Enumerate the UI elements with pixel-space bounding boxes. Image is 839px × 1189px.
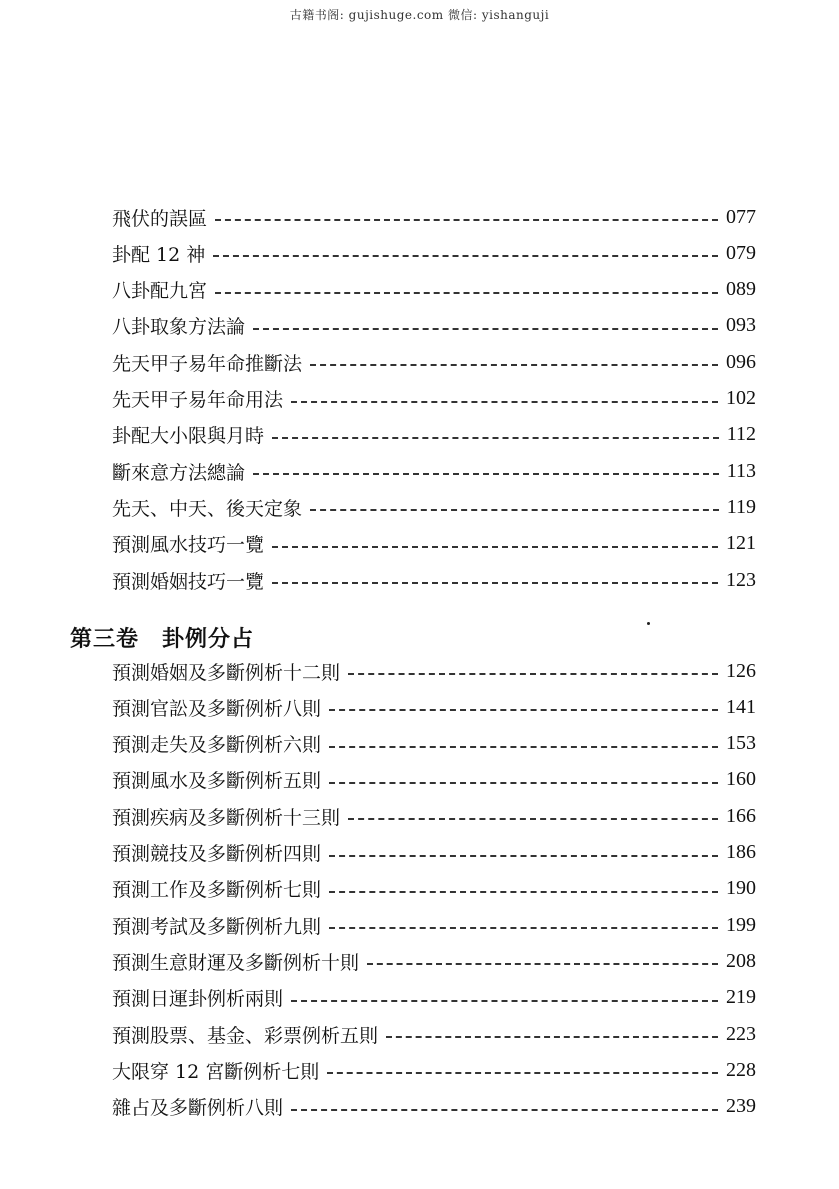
toc-entry-page-number: 228 xyxy=(726,1058,756,1081)
dot-leader xyxy=(310,509,719,511)
toc-entry[interactable] xyxy=(112,838,756,868)
dot-leader xyxy=(253,328,718,330)
toc-entry-page-number: 190 xyxy=(726,877,756,900)
toc-entry[interactable] xyxy=(112,529,756,559)
toc-entry-title: 預測競技及多斷例析四則 xyxy=(112,843,322,865)
toc-entry-title: 預測走失及多斷例析六則 xyxy=(112,734,322,757)
toc-entry-title: 預測工作及多斷例析七則 xyxy=(112,879,322,902)
toc-entry-page-number: 113 xyxy=(726,459,756,482)
toc-entry-title: 預測風水技巧一覽 xyxy=(112,534,265,557)
dot-leader xyxy=(272,546,718,548)
dot-leader xyxy=(327,1072,718,1074)
toc-entry-title: 雜占及多斷例析八則 xyxy=(112,1097,284,1120)
toc-entry-page-number: 239 xyxy=(726,1095,756,1118)
toc-entry[interactable] xyxy=(112,874,756,904)
toc-entry-page-number: 089 xyxy=(726,278,756,301)
toc-entry-page-number: 093 xyxy=(726,314,756,337)
toc-entry-page-number: 219 xyxy=(726,986,756,1009)
toc-entry[interactable] xyxy=(112,565,756,595)
section-heading: 第三卷 卦例分占 xyxy=(70,627,255,652)
toc-entry-title: 預測婚姻技巧一覽 xyxy=(112,570,265,593)
toc-entry-title: 預測考試及多斷例析九則 xyxy=(112,915,322,938)
toc-entry[interactable] xyxy=(112,202,756,232)
toc-entry-title: 預測疾病及多斷例析十三則 xyxy=(112,806,341,829)
toc-entry-title: 先天甲子易年命推斷法 xyxy=(112,352,303,375)
dot-leader xyxy=(329,709,718,711)
dot-leader xyxy=(215,292,718,294)
dot-leader xyxy=(367,963,718,965)
toc-entry-page-number: 121 xyxy=(726,532,756,555)
toc-entry-page-number: 166 xyxy=(726,804,756,827)
toc-entry[interactable] xyxy=(112,910,756,940)
dot-leader xyxy=(213,255,718,257)
toc-entry-title: 八卦取象方法論 xyxy=(112,316,246,339)
toc-entry[interactable] xyxy=(112,456,756,486)
toc-entry-page-number: 079 xyxy=(726,241,756,264)
toc-entry-page-number: 141 xyxy=(726,695,756,718)
toc-entry[interactable] xyxy=(112,347,756,377)
toc-entry[interactable] xyxy=(112,420,756,450)
toc-entry-page-number: 153 xyxy=(726,732,756,755)
toc-entry-title: 預測官訟及多斷例析八則 xyxy=(112,697,322,720)
toc-entry[interactable] xyxy=(112,692,756,722)
dot-leader xyxy=(348,818,718,820)
toc-entry-title: 預測生意財運及多斷例析十則 xyxy=(112,951,360,974)
toc-entry-title: 飛伏的誤區 xyxy=(112,207,208,230)
toc-entry-title: 先天、中天、後天定象 xyxy=(112,497,303,520)
toc-entry[interactable] xyxy=(112,983,756,1013)
toc-entry-title: 預測股票、基金、彩票例析五則 xyxy=(112,1024,379,1047)
toc-entry-page-number: 096 xyxy=(726,350,756,373)
toc-entry[interactable] xyxy=(112,1092,756,1122)
dot-leader xyxy=(329,855,718,857)
dot-leader xyxy=(329,782,718,784)
dot-leader xyxy=(291,1000,718,1002)
toc-entry[interactable] xyxy=(112,765,756,795)
dot-leader xyxy=(329,891,718,893)
toc-entry-title: 先天甲子易年命用法 xyxy=(112,389,284,411)
toc-entry[interactable] xyxy=(112,384,756,414)
dot-leader xyxy=(291,401,718,403)
toc-entry-title: 卦配 12 神 xyxy=(112,243,206,266)
speck-mark xyxy=(647,622,650,625)
dot-leader xyxy=(272,437,719,439)
toc-entry-title: 八卦配九宮 xyxy=(112,280,208,303)
dot-leader xyxy=(253,473,719,475)
toc-entry-page-number: 186 xyxy=(726,841,756,863)
toc-entry-title: 預測婚姻及多斷例析十二則 xyxy=(112,661,341,684)
toc-entry[interactable] xyxy=(112,311,756,341)
toc-entry[interactable] xyxy=(112,492,756,522)
toc-entry-page-number: 126 xyxy=(726,659,756,682)
dot-leader xyxy=(329,746,718,748)
dot-leader xyxy=(291,1109,718,1111)
toc-entry-title: 大限穿 12 宮斷例析七則 xyxy=(112,1060,320,1083)
dot-leader xyxy=(215,219,718,221)
toc-entry[interactable] xyxy=(112,656,756,686)
toc-entry-page-number: 112 xyxy=(726,423,756,446)
dot-leader xyxy=(272,582,718,584)
dot-leader xyxy=(386,1036,718,1038)
toc-entry[interactable] xyxy=(112,1019,756,1049)
toc-entry-title: 預測日運卦例析兩則 xyxy=(112,988,284,1011)
toc-entry[interactable] xyxy=(112,729,756,759)
toc-entry-page-number: 119 xyxy=(726,495,756,518)
toc-entry[interactable] xyxy=(112,1055,756,1085)
toc-entry[interactable] xyxy=(112,275,756,305)
dot-leader xyxy=(348,673,718,675)
dot-leader xyxy=(310,364,718,366)
toc-entry-title: 卦配大小限與月時 xyxy=(112,425,265,448)
toc-entry-page-number: 077 xyxy=(726,205,756,228)
toc-entry-page-number: 160 xyxy=(726,768,756,791)
toc-entry[interactable] xyxy=(112,238,756,268)
toc-entry-page-number: 199 xyxy=(726,913,756,936)
toc-entry-page-number: 123 xyxy=(726,568,756,591)
toc-entry-page-number: 223 xyxy=(726,1022,756,1045)
toc-entry-page-number: 102 xyxy=(726,387,756,409)
toc-entry[interactable] xyxy=(112,946,756,976)
dot-leader xyxy=(329,927,718,929)
watermark-text: 古籍书阁: gujishuge.com 微信: yishanguji xyxy=(289,8,550,22)
toc-entry-title: 預測風水及多斷例析五則 xyxy=(112,770,322,793)
toc-entry-page-number: 208 xyxy=(726,949,756,972)
toc-entry[interactable] xyxy=(112,801,756,831)
toc-entry-title: 斷來意方法總論 xyxy=(112,461,246,484)
